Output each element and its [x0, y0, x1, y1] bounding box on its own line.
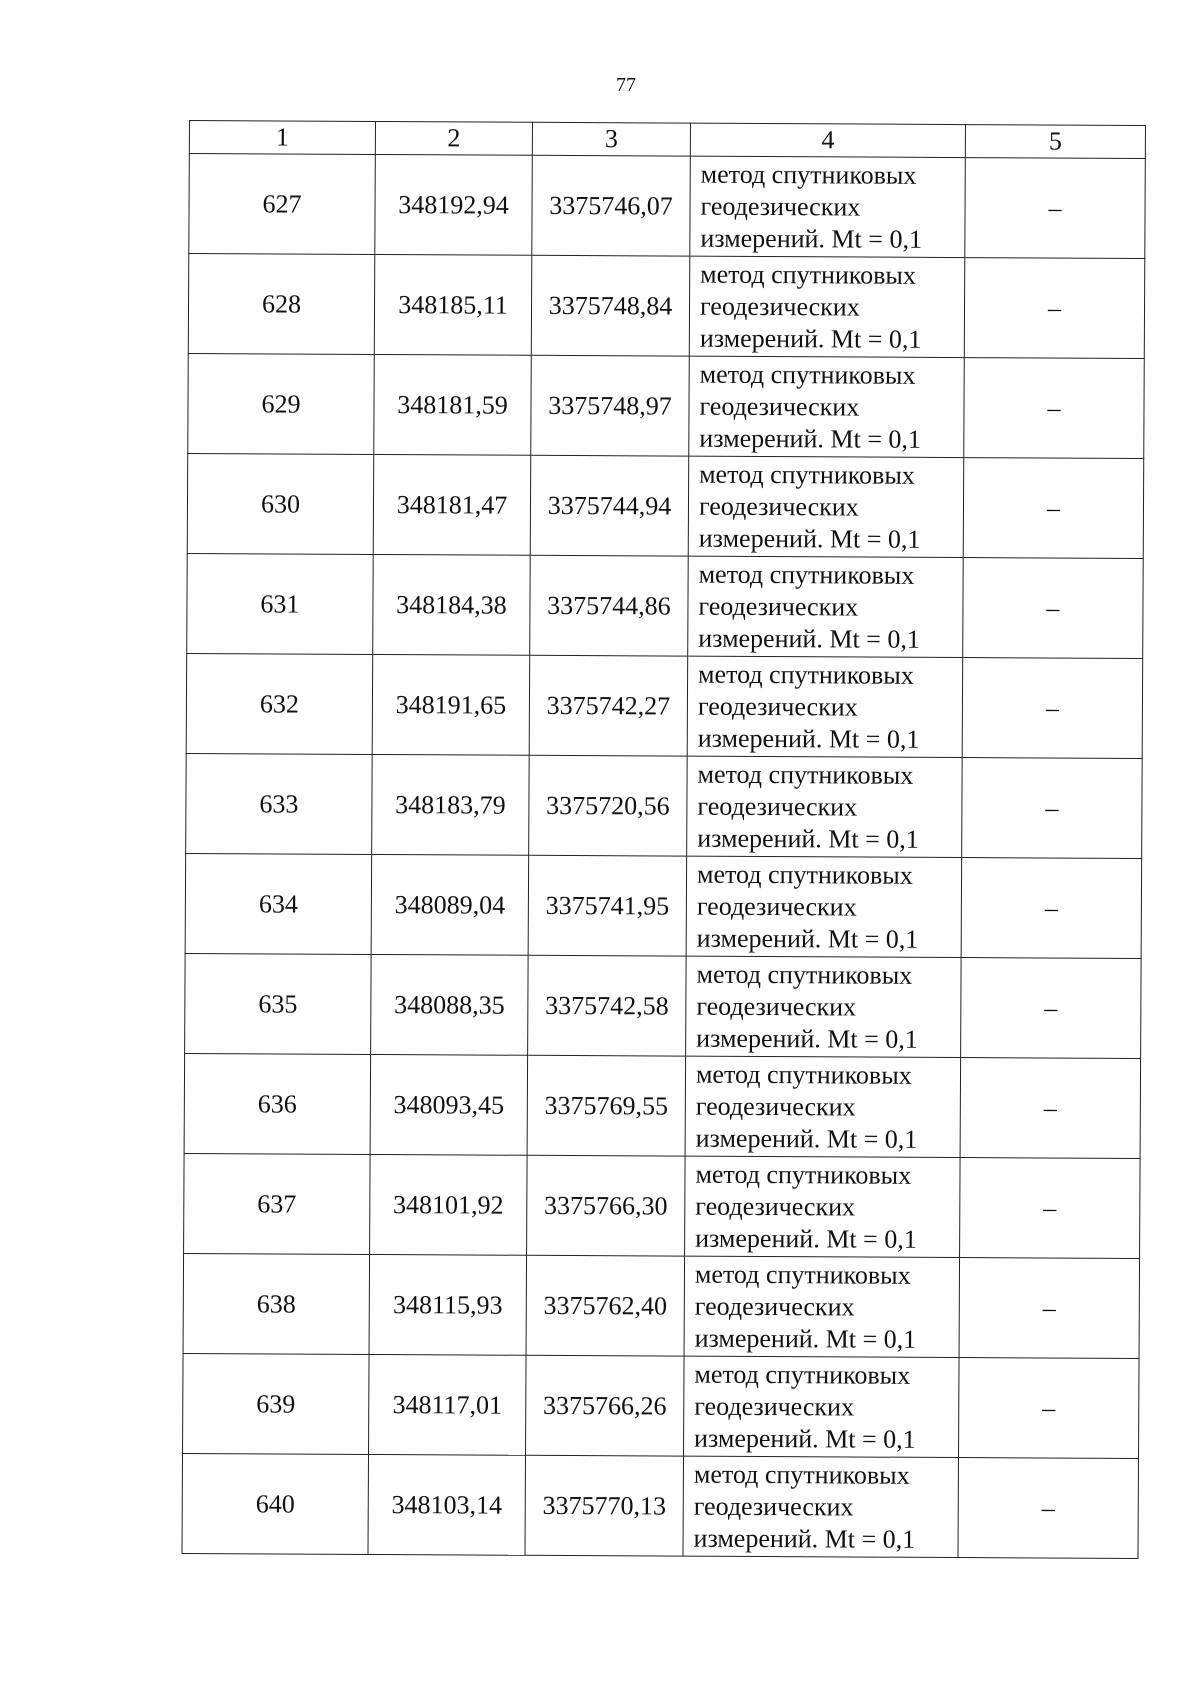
measurement-method: метод спутниковых геодезических измерений. Mt = 0,1 — [686, 856, 962, 957]
measurement-method: метод спутниковых геодезических измерений. Mt = 0,1 — [688, 456, 964, 557]
header-col-2: 2 — [375, 121, 532, 155]
coord-x: 348101,92 — [370, 1154, 528, 1255]
table-row — [188, 254, 1145, 359]
note: – — [960, 1158, 1141, 1259]
note: – — [961, 958, 1142, 1059]
coord-x: 348088,35 — [371, 954, 529, 1055]
header-col-1: 1 — [189, 121, 375, 155]
note: – — [962, 758, 1143, 859]
note: – — [959, 1258, 1140, 1359]
coord-y: 3375770,13 — [525, 1455, 684, 1556]
measurement-method: метод спутниковых геодезических измерений. Mt = 0,1 — [689, 356, 965, 457]
point-number: 636 — [184, 1053, 371, 1154]
point-number: 630 — [187, 453, 374, 554]
page-number: 77 — [616, 74, 636, 96]
measurement-method: метод спутниковых геодезических измерений. Mt = 0,1 — [688, 556, 964, 657]
point-number: 633 — [186, 753, 373, 854]
coord-x: 348192,94 — [375, 154, 533, 255]
note: – — [961, 858, 1142, 959]
table-row — [185, 853, 1142, 958]
table-row — [186, 753, 1143, 858]
coord-x: 348184,38 — [373, 554, 531, 655]
coord-y: 3375748,84 — [531, 255, 690, 356]
note: – — [963, 558, 1144, 659]
table-row — [187, 453, 1144, 558]
measurement-method: метод спутниковых геодезических измерений. Mt = 0,1 — [687, 656, 963, 757]
table-body — [182, 154, 1145, 1559]
coord-y: 3375742,27 — [529, 655, 688, 756]
header-col-4: 4 — [690, 123, 965, 157]
point-number: 635 — [185, 953, 372, 1054]
coord-y: 3375742,58 — [528, 955, 687, 1056]
coord-x: 348093,45 — [370, 1054, 528, 1155]
coord-x: 348181,47 — [373, 454, 531, 555]
measurement-method: метод спутниковых геодезических измерений. Mt = 0,1 — [683, 1456, 959, 1557]
point-number: 631 — [187, 553, 374, 654]
note: – — [964, 258, 1145, 359]
coord-x: 348191,65 — [372, 654, 530, 755]
header-col-5: 5 — [965, 125, 1145, 159]
coord-y: 3375744,94 — [530, 455, 689, 556]
header-row — [189, 121, 1145, 159]
note: – — [964, 358, 1145, 459]
coord-y: 3375744,86 — [530, 555, 689, 656]
coord-y: 3375766,30 — [527, 1155, 686, 1256]
coord-x: 348115,93 — [369, 1254, 527, 1355]
note: – — [962, 658, 1143, 759]
note: – — [959, 1358, 1140, 1459]
point-number: 628 — [188, 254, 375, 355]
header-col-3: 3 — [532, 122, 690, 156]
point-number: 634 — [185, 853, 372, 954]
table-row — [183, 1353, 1140, 1458]
measurement-method: метод спутниковых геодезических измерений. Mt = 0,1 — [685, 1056, 961, 1157]
table-header — [189, 121, 1145, 159]
table-row — [182, 1453, 1139, 1558]
point-number: 639 — [183, 1353, 370, 1454]
coord-y: 3375748,97 — [531, 355, 690, 456]
coord-y: 3375720,56 — [529, 755, 688, 856]
point-number: 640 — [182, 1453, 369, 1554]
measurement-method: метод спутниковых геодезических измерений. Mt = 0,1 — [687, 756, 963, 857]
coord-x: 348181,59 — [374, 354, 532, 455]
table-row — [189, 154, 1146, 259]
coord-x: 348103,14 — [368, 1454, 526, 1555]
point-number: 638 — [183, 1253, 370, 1354]
coord-x: 348185,11 — [374, 254, 532, 355]
point-number: 629 — [188, 353, 375, 454]
table-row — [183, 1253, 1140, 1358]
table-row — [188, 353, 1145, 458]
measurement-method: метод спутниковых геодезических измерений. Mt = 0,1 — [684, 1256, 960, 1357]
table-row — [186, 653, 1143, 758]
coord-y: 3375741,95 — [528, 855, 687, 956]
coord-y: 3375746,07 — [532, 155, 691, 256]
coord-y: 3375762,40 — [526, 1255, 685, 1356]
measurement-method: метод спутниковых геодезических измерений. Mt = 0,1 — [689, 256, 965, 357]
table-row — [184, 1053, 1141, 1158]
measurement-method: метод спутниковых геодезических измерений. Mt = 0,1 — [684, 1356, 960, 1457]
note: – — [958, 1458, 1139, 1559]
table-row — [184, 1153, 1141, 1258]
point-number: 637 — [184, 1153, 371, 1254]
note: – — [963, 458, 1144, 559]
coord-x: 348117,01 — [369, 1354, 527, 1455]
coordinates-table — [181, 120, 1145, 1559]
note: – — [960, 1058, 1141, 1159]
point-number: 632 — [186, 653, 373, 754]
note: – — [965, 158, 1146, 259]
table-row — [185, 953, 1142, 1058]
point-number: 627 — [189, 154, 376, 255]
coord-y: 3375766,26 — [526, 1355, 685, 1456]
measurement-method: метод спутниковых геодезических измерений. Mt = 0,1 — [690, 156, 966, 257]
table-row — [187, 553, 1144, 658]
coord-x: 348183,79 — [372, 754, 530, 855]
measurement-method: метод спутниковых геодезических измерений. Mt = 0,1 — [685, 1156, 961, 1257]
coord-x: 348089,04 — [371, 854, 529, 955]
measurement-method: метод спутниковых геодезических измерений. Mt = 0,1 — [686, 956, 962, 1057]
coord-y: 3375769,55 — [527, 1055, 686, 1156]
